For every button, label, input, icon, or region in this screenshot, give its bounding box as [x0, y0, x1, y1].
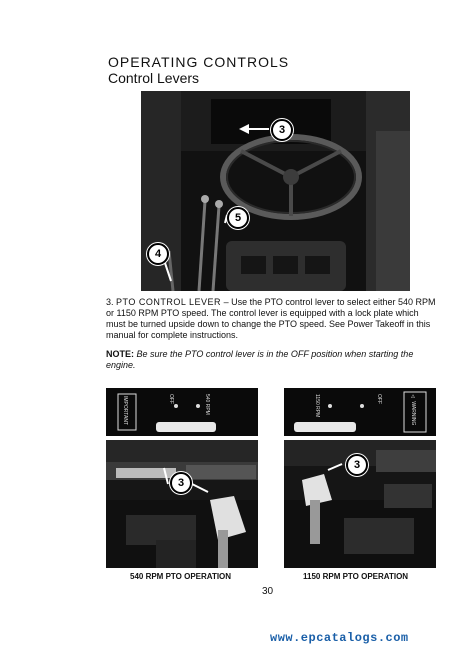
main-photo — [141, 91, 410, 291]
left-decal-off: OFF — [168, 394, 174, 404]
right-decal-rpm: 1150 RPM — [314, 394, 320, 418]
section-subtitle: Control Levers — [108, 70, 200, 86]
left-lever-photo — [106, 440, 258, 568]
callout-4: 4 — [147, 243, 169, 265]
left-decal-important: IMPORTANT — [122, 396, 128, 425]
note-text: Be sure the PTO control lever is in the OFF position when starting the engine. — [106, 349, 414, 370]
item-label: PTO CONTROL LEVER — [116, 297, 222, 307]
callout-3: 3 — [271, 119, 293, 141]
right-callout-3: 3 — [346, 454, 368, 476]
right-decal-photo — [284, 388, 436, 436]
note — [106, 349, 436, 371]
right-lever-photo — [284, 440, 436, 568]
left-callout-3: 3 — [170, 472, 192, 494]
left-lever-illustration — [106, 440, 258, 568]
left-caption: 540 RPM PTO OPERATION — [130, 572, 232, 581]
section-title: OPERATING CONTROLS — [108, 54, 290, 70]
pto-lever-description — [106, 297, 436, 341]
footer-url-link[interactable]: www.epcatalogs.com — [270, 631, 409, 645]
page-number: 30 — [262, 586, 274, 597]
right-decal-warning: ⚠ WARNING — [410, 394, 416, 426]
left-decal-illustration — [106, 388, 258, 436]
right-decal-off: OFF — [376, 394, 382, 404]
callout-5: 5 — [227, 207, 249, 229]
note-label: NOTE: — [106, 349, 134, 359]
left-decal-photo — [106, 388, 258, 436]
right-caption: 1150 RPM PTO OPERATION — [303, 572, 409, 581]
item-number: 3. — [106, 297, 114, 307]
item-text: – Use the PTO control lever to select either 540 RPM or 1150 RPM PTO speed. The control lever is equipped with a lock plate which must be turned upside down to change the PTO speed. See Power Takeoff in this manual for complete instructions. — [106, 297, 436, 340]
left-decal-rpm: 540 RPM — [204, 394, 210, 415]
